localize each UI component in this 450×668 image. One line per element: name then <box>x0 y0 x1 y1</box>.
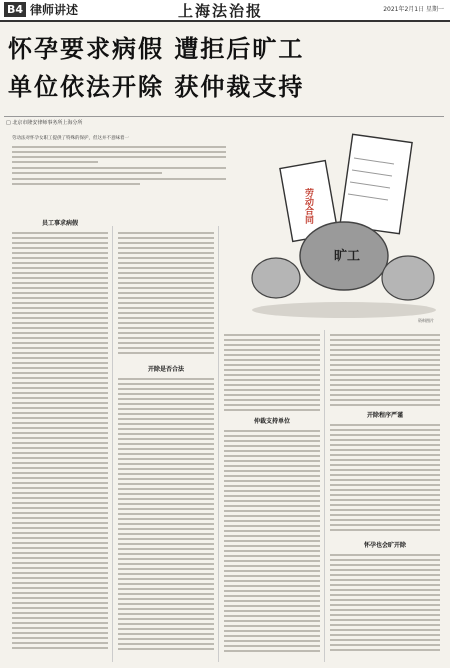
masthead <box>0 0 450 22</box>
headline-line-1: 怀孕要求病假 遭拒后旷工 <box>8 34 305 63</box>
page-number-badge: B4 <box>4 2 26 17</box>
headline <box>8 30 442 106</box>
section-title: 律师讲述 <box>30 3 79 17</box>
contract-label: 劳动合同 <box>303 188 313 224</box>
article-column-3b <box>224 430 320 655</box>
section-heading-case: 员工事求病假 <box>41 220 78 227</box>
column-rule <box>218 226 219 662</box>
column-rule <box>112 226 113 662</box>
article-column-4b <box>330 424 440 534</box>
small-rock-icon <box>252 258 300 298</box>
column-rule <box>324 330 325 662</box>
ground-shadow <box>252 302 436 318</box>
contract-and-boulder-illustration <box>236 128 446 323</box>
newspaper-title: 上海法治报 <box>178 2 264 20</box>
small-rock-icon <box>382 256 434 300</box>
byline: □ 北京市隆安律师事务所上海分所 <box>6 120 83 126</box>
article-column-2b <box>118 378 214 653</box>
document-icon <box>340 134 412 233</box>
lead-paragraph <box>12 136 226 142</box>
photo-credit: 资料图片 <box>418 318 434 323</box>
article-column-1 <box>12 232 108 652</box>
byline-row <box>4 116 444 127</box>
section-heading-tip: 怀孕也会旷开除 <box>363 542 406 549</box>
article-column-3 <box>224 334 320 414</box>
article-column-2 <box>118 232 214 357</box>
article-column-4 <box>330 334 440 409</box>
section-heading-procedure: 开除程序严谨 <box>366 412 403 419</box>
section-heading-arbitration: 仲裁支持单位 <box>253 418 290 425</box>
headline-line-2: 单位依法开除 获仲裁支持 <box>8 72 305 101</box>
article-column-4c <box>330 554 440 654</box>
section-heading-legality: 开除是否合法 <box>147 366 184 373</box>
boulder-label: 旷工 <box>334 249 361 264</box>
issue-date: 2021年2月1日 星期一 <box>383 6 444 13</box>
lead-body <box>12 146 226 188</box>
lead-first-line: 劳动法对怀孕女职工提供了特殊的保护，但这并不意味着一 <box>12 136 129 141</box>
